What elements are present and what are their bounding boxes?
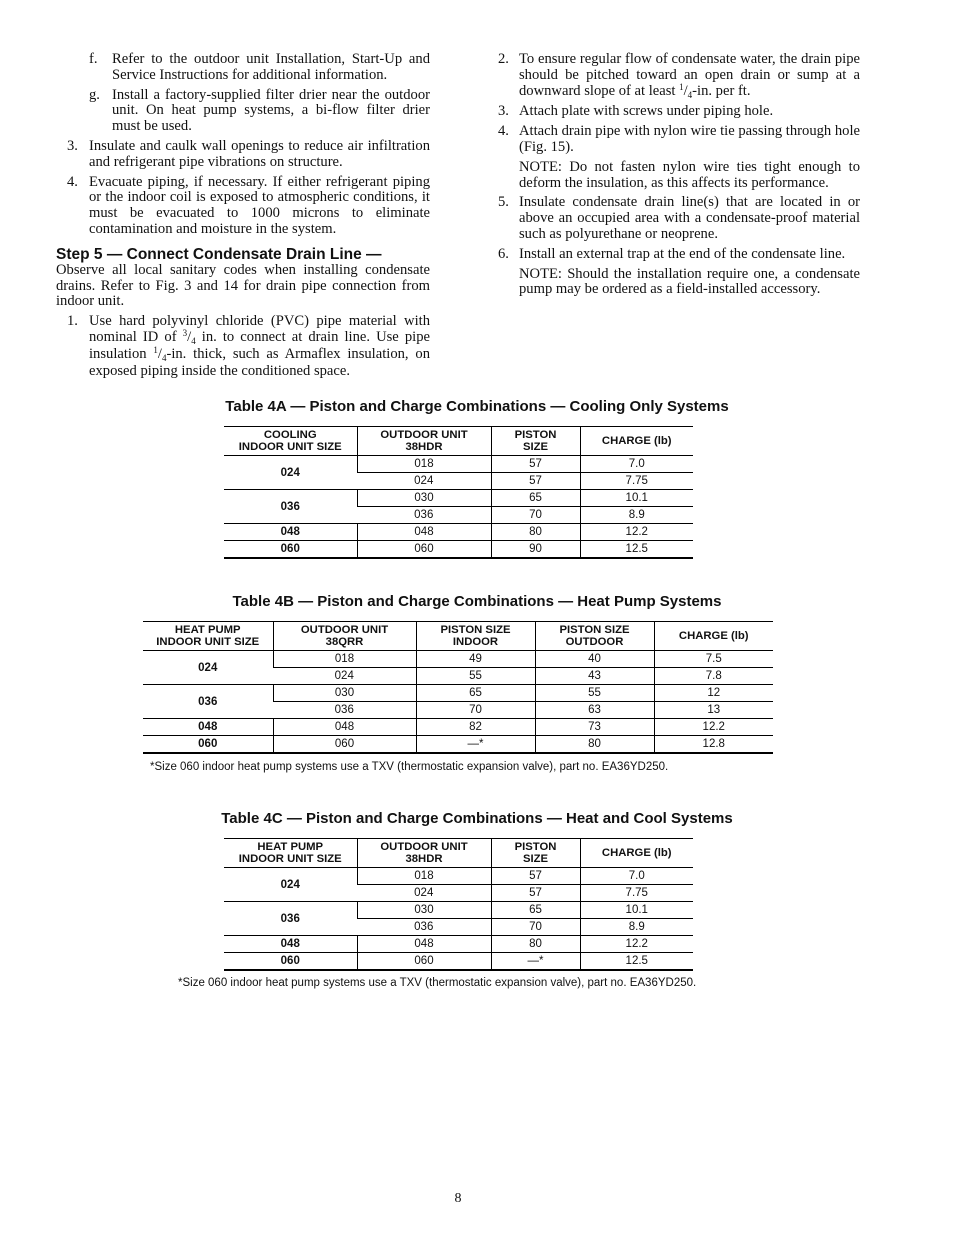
column-header: CHARGE (lb) — [654, 622, 773, 651]
page-number: 8 — [454, 1191, 462, 1206]
outdoor-unit-cell: 024 — [334, 670, 354, 682]
outdoor-unit-cell: 036 — [414, 509, 434, 521]
table-4b — [143, 621, 773, 754]
charge-cell: 12.2 — [580, 524, 693, 541]
piston-outdoor-cell: 43 — [535, 668, 654, 685]
table-row — [143, 719, 773, 736]
fraction-denominator: 4 — [191, 335, 196, 346]
table-row — [143, 651, 773, 668]
piston-outdoor-cell: 40 — [535, 651, 654, 668]
piston-indoor-cell: 49 — [416, 651, 535, 668]
list-text-part: -in. thick, such as Armaflex insulation, on exposed piping inside the conditioned space. — [89, 345, 430, 379]
charge-cell: 8.9 — [580, 507, 693, 524]
header-line: OUTDOOR UNIT — [380, 429, 468, 441]
indoor-size-cell: 048 — [198, 721, 218, 733]
piston-cell: 80 — [491, 936, 580, 953]
piston-cell: 70 — [491, 507, 580, 524]
list-marker: 3. — [498, 103, 509, 120]
table-header-row — [224, 427, 693, 456]
piston-cell: 57 — [491, 885, 580, 902]
header-line: SIZE — [522, 853, 549, 865]
indoor-size-cell: 036 — [280, 500, 300, 513]
indoor-size-cell: 048 — [280, 938, 300, 950]
outdoor-unit-cell: 030 — [273, 685, 416, 702]
charge-cell: 7.0 — [580, 456, 693, 473]
charge-cell: 7.75 — [580, 885, 693, 902]
outdoor-unit-cell: 018 — [357, 456, 491, 473]
right-column — [496, 52, 860, 302]
piston-indoor-cell: —* — [416, 736, 535, 754]
column-header — [143, 622, 273, 651]
piston-cell: 57 — [491, 473, 580, 490]
piston-cell: 90 — [491, 541, 580, 559]
fraction-denominator: 4 — [687, 89, 693, 100]
piston-cell: —* — [491, 953, 580, 971]
list-text-part: Use hard polyvinyl chloride (PVC) pipe material with nominal ID of — [89, 313, 430, 345]
list-text: Use hard polyvinyl chloride (PVC) pipe material with nominal ID of $^3/_4$ in. to connect at drain line. Use pipe insulation $^1/_4-in$. thick, such as Armaflex insulation, on exposed piping inside the conditioned space. — [89, 313, 430, 379]
step5-heading: Step 5 — Connect Condensate Drain Line — — [56, 245, 382, 263]
table-4c — [224, 838, 693, 971]
header-line: PISTON SIZE — [440, 624, 511, 636]
column-header — [535, 622, 654, 651]
piston-outdoor-cell: 55 — [535, 685, 654, 702]
piston-indoor-cell: 65 — [416, 685, 535, 702]
charge-cell: 7.0 — [580, 868, 693, 885]
charge-cell: 12.2 — [580, 936, 693, 953]
header-line: PISTON — [514, 429, 557, 441]
column-header — [224, 427, 357, 456]
column-header — [357, 839, 491, 868]
charge-cell: 10.1 — [580, 902, 693, 919]
header-line: OUTDOOR — [565, 636, 624, 648]
piston-indoor-cell: 55 — [416, 668, 535, 685]
table-4a-caption: Table 4A — Piston and Charge Combinations — Cooling Only Systems — [225, 398, 729, 415]
list-text-part: -in. per ft. — [692, 82, 751, 99]
piston-cell: 57 — [491, 456, 580, 473]
list-item-3 — [496, 104, 860, 120]
charge-cell: 12.2 — [654, 719, 773, 736]
outdoor-unit-cell: 024 — [414, 475, 434, 487]
outdoor-unit-cell: 060 — [273, 736, 416, 754]
table-4c-caption: Table 4C — Piston and Charge Combinations — Heat and Cool Systems — [221, 810, 733, 827]
list-text: Install a factory-supplied filter drier near the outdoor unit. On heat pump systems, a bi-flow filter drier must be used. — [112, 86, 430, 135]
charge-cell: 12.8 — [654, 736, 773, 754]
table-row — [143, 736, 773, 754]
column-header — [491, 839, 580, 868]
table-header-row — [224, 839, 693, 868]
outdoor-unit-cell: 036 — [414, 921, 434, 933]
list-text: Insulate and caulk wall openings to reduce air infiltration and refrigerant pipe vibrations on structure. — [89, 137, 430, 170]
list-marker: 5. — [498, 194, 509, 211]
table-row — [224, 953, 693, 971]
outdoor-unit-cell: 018 — [357, 868, 491, 885]
table-row — [224, 456, 693, 473]
list-item-1 — [56, 314, 430, 379]
outdoor-unit-cell: 048 — [357, 524, 491, 541]
list-text: Attach drain pipe with nylon wire tie passing through hole (Fig. 15). — [519, 123, 860, 155]
list-item-f — [56, 52, 430, 84]
list-text: Install an external trap at the end of the condensate line. — [519, 245, 846, 262]
list-marker: 6. — [498, 245, 509, 262]
list-item-2 — [496, 52, 860, 100]
piston-indoor-cell: 70 — [416, 702, 535, 719]
header-line: INDOOR UNIT SIZE — [156, 636, 260, 648]
list-item-5 — [496, 195, 860, 242]
header-line: PISTON — [514, 841, 557, 853]
piston-cell: 80 — [491, 524, 580, 541]
indoor-size-cell: 036 — [280, 912, 300, 925]
table-4b-caption: Table 4B — Piston and Charge Combinations — Heat Pump Systems — [232, 593, 722, 610]
indoor-size-cell: 048 — [280, 526, 300, 538]
table-row — [143, 685, 773, 702]
left-column — [56, 52, 430, 383]
list-text: Attach plate with screws under piping hole. — [519, 103, 774, 120]
list-text-part: To ensure regular flow of condensate water, the drain pipe should be pitched toward an open drain or sump at a downward slope of at least — [519, 51, 860, 99]
table-row — [224, 902, 693, 919]
indoor-size-cell: 024 — [198, 661, 218, 674]
fraction-denominator: 4 — [161, 352, 167, 363]
outdoor-unit-cell: 030 — [357, 902, 491, 919]
list-marker: g. — [89, 86, 100, 103]
list-text: Refer to the outdoor unit Installation, Start-Up and Service Instructions for additional information. — [112, 51, 430, 83]
table-4c-footnote: *Size 060 indoor heat pump systems use a TXV (thermostatic expansion valve), part no. EA36YD250. — [178, 977, 697, 989]
charge-cell: 7.75 — [580, 473, 693, 490]
outdoor-unit-cell: 018 — [273, 651, 416, 668]
note-text: NOTE: Do not fasten nylon wire ties tight enough to deform the insulation, as this affects its performance. — [519, 158, 860, 191]
charge-cell: 10.1 — [580, 490, 693, 507]
list-item-4 — [56, 175, 430, 238]
list-text: To ensure regular flow of condensate water, the drain pipe should be pitched toward an open drain or sump at a downward slope of at least $^1/_4-in$. per ft. — [519, 51, 860, 100]
header-line: SIZE — [522, 441, 549, 453]
column-header — [416, 622, 535, 651]
column-header — [273, 622, 416, 651]
list-marker: 4. — [67, 173, 78, 190]
fraction-numerator: 1 — [679, 81, 684, 92]
charge-cell: 8.9 — [580, 919, 693, 936]
list-text: Evacuate piping, if necessary. If either refrigerant piping or the indoor coil is exposed to atmospheric conditions, it must be evacuated to 1000 microns to eliminate contamination and moisture in the system. — [89, 173, 430, 237]
column-header — [357, 427, 491, 456]
header-line: COOLING — [263, 429, 317, 441]
piston-cell: 57 — [491, 868, 580, 885]
piston-cell: 65 — [491, 902, 580, 919]
table-header-row — [143, 622, 773, 651]
header-line: 38HDR — [405, 853, 443, 865]
note-text: NOTE: Should the installation require one, a condensate pump may be ordered as a field-installed accessory. — [519, 265, 860, 298]
list-marker: 4. — [498, 123, 509, 140]
piston-cell: 70 — [491, 919, 580, 936]
table-4a — [224, 426, 693, 559]
outdoor-unit-cell: 036 — [334, 704, 354, 716]
outdoor-unit-cell: 048 — [357, 936, 491, 953]
column-header: CHARGE (lb) — [580, 839, 693, 868]
indoor-size-cell: 060 — [280, 955, 300, 967]
column-header — [491, 427, 580, 456]
indoor-size-cell: 060 — [280, 543, 300, 555]
header-line: PISTON SIZE — [559, 624, 630, 636]
column-header: CHARGE (lb) — [580, 427, 693, 456]
header-line: 38HDR — [405, 441, 443, 453]
charge-cell: 7.8 — [654, 668, 773, 685]
list-marker: 2. — [498, 51, 509, 67]
indoor-size-cell: 024 — [280, 878, 300, 891]
outdoor-unit-cell: 060 — [357, 541, 491, 559]
header-line: OUTDOOR UNIT — [380, 841, 468, 853]
header-line: HEAT PUMP — [257, 841, 324, 853]
piston-indoor-cell: 82 — [416, 719, 535, 736]
header-line: OUTDOOR UNIT — [300, 624, 389, 636]
outdoor-unit-cell: 048 — [273, 719, 416, 736]
charge-cell: 7.5 — [654, 651, 773, 668]
list-item-3 — [56, 139, 430, 171]
list-marker: 1. — [67, 313, 78, 330]
charge-cell: 12 — [654, 685, 773, 702]
header-line: INDOOR — [452, 636, 499, 648]
indoor-size-cell: 036 — [198, 695, 218, 708]
charge-cell: 12.5 — [580, 953, 693, 971]
step5-body: Observe all local sanitary codes when installing condensate drains. Refer to Fig. 3 and 14 for drain pipe connection from indoor unit. — [56, 261, 430, 310]
outdoor-unit-cell: 030 — [357, 490, 491, 507]
indoor-size-cell: 024 — [280, 466, 300, 479]
list-text-part: in. to connect at drain line. Use pipe insulation — [89, 328, 430, 362]
fraction-numerator: 1 — [153, 344, 158, 355]
table-row — [224, 524, 693, 541]
list-marker: f. — [89, 51, 98, 67]
piston-cell: 65 — [491, 490, 580, 507]
list-marker: 3. — [67, 137, 78, 154]
fraction-numerator: 3 — [182, 327, 188, 338]
piston-outdoor-cell: 63 — [535, 702, 654, 719]
table-row — [224, 868, 693, 885]
header-line: HEAT PUMP — [174, 624, 241, 636]
table-4b-footnote: *Size 060 indoor heat pump systems use a TXV (thermostatic expansion valve), part no. EA36YD250. — [150, 761, 669, 773]
header-line: INDOOR UNIT SIZE — [238, 441, 342, 453]
indoor-size-cell: 060 — [198, 738, 218, 750]
charge-cell: 13 — [654, 702, 773, 719]
outdoor-unit-cell: 060 — [357, 953, 491, 971]
header-line: 38QRR — [325, 636, 364, 648]
charge-cell: 12.5 — [580, 541, 693, 559]
piston-outdoor-cell: 80 — [535, 736, 654, 754]
table-row — [224, 936, 693, 953]
piston-outdoor-cell: 73 — [535, 719, 654, 736]
list-item-g — [56, 88, 430, 135]
list-item-4 — [496, 124, 860, 156]
list-text: Insulate condensate drain line(s) that are located in or above an occupied area with a condensate-proof material such as polyurethane or neoprene. — [519, 194, 860, 242]
table-row — [224, 541, 693, 559]
list-item-6 — [496, 247, 860, 263]
table-row — [224, 490, 693, 507]
header-line: INDOOR UNIT SIZE — [238, 853, 342, 865]
column-header — [224, 839, 357, 868]
outdoor-unit-cell: 024 — [414, 887, 434, 899]
